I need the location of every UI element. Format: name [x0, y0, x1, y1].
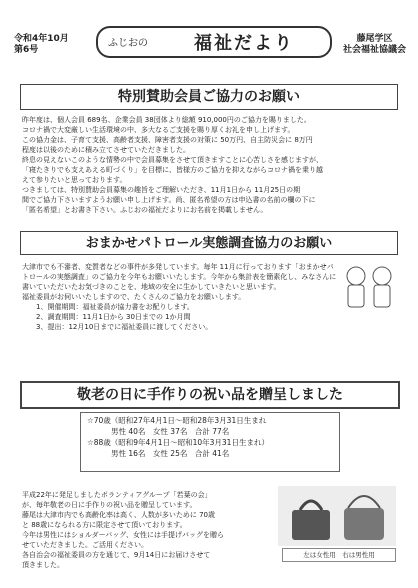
- list-item: 3、提出：12月10日までに福祉委員に渡してください。: [36, 323, 213, 331]
- recipient-count-box: [80, 412, 340, 472]
- paragraph-line: つきましては、特別賛助会員募集の趣旨をご理解いただき、11月1日から 11月25日の期: [22, 186, 301, 194]
- paragraph-line: 福祉委員がお伺いいたしますので、たくさんのご協力をお願いします。: [22, 293, 246, 301]
- paragraph-line: と 88歳になられる方に限定させて頂いております。: [22, 521, 187, 529]
- list-item: 1、開催期間：福祉委員が協力書をお配りします。: [36, 303, 194, 311]
- paragraph-line: 今年は男性にはショルダーバッグ、女性には手提げバッグを贈ら: [22, 531, 224, 539]
- section-heading-patrol: [20, 231, 398, 255]
- photo-caption: 左は女性用 右は男性用: [282, 548, 396, 562]
- age-group-70: ☆70歳（昭和27年4月1日～昭和28年3月31日生まれ: [87, 416, 267, 425]
- age-group-88: ☆88歳（昭和9年4月1日～昭和10年3月31日生まれ）: [87, 438, 269, 447]
- paragraph-line: が、毎年敬老の日に手作りの祝い品を贈呈しています。: [22, 501, 197, 509]
- age-group-70-count: 男性 40名 女性 37名 合計 77名: [111, 427, 230, 436]
- section-heading-special-member: [20, 84, 398, 110]
- paragraph-line: えて参りたいと思っております。: [22, 176, 127, 184]
- paragraph-line: 「寝たきりでも支えあえる町づくり」を目標に、皆様方のご協力を抑えながらコロナ禍を乗り越: [22, 166, 323, 174]
- section-heading-respect-aged: [20, 381, 400, 409]
- paragraph-line: 頂きました。: [22, 561, 64, 569]
- section-body-respect-aged: [22, 490, 272, 570]
- paragraph-line: 昨年度は、個人会員 689名、企業会員 38団体より総額 910,000円のご協力を賜りました。: [22, 116, 311, 124]
- newsletter-header: [10, 4, 410, 55]
- mascot-illustration: [338, 262, 398, 312]
- org-district: 藤尾学区: [356, 34, 393, 44]
- paragraph-line: 平成22年に発足しましたボランティアグループ「若葉の会」: [22, 491, 212, 499]
- org-council: 社会福祉協議会: [342, 45, 406, 55]
- paragraph-line: トロールの実態調査」のご協力を今年もお願いいたします。今年から集計表を簡素化し、みなさんに: [22, 273, 337, 281]
- section-heading-text: 敬老の日に手作りの祝い品を贈呈しました: [77, 387, 343, 403]
- title-banner: [96, 26, 332, 58]
- section-body-special-member: [22, 115, 400, 215]
- paragraph-line: この協力金は、子育て支援、高齢者支援、障害者支援の対策に 50万円、自主防災会に 8万円: [22, 136, 313, 144]
- newsletter-title: 福祉だより: [194, 33, 294, 54]
- banner-subtitle: ふじおの: [108, 38, 148, 49]
- list-item: 2、調査期間：11月1日から 30日までの 1か月間: [36, 313, 191, 321]
- paragraph-line: 終息の見えないこのような情勢の中で会員募集をさせて頂きますことに心苦しさを感じますが、: [22, 156, 323, 164]
- issue-number: 第6号: [14, 45, 39, 55]
- paragraph-line: 程度は以後のために積み立てさせていただきました。: [22, 146, 190, 154]
- paragraph-line: 各自治会の福祉委員の方を通じて、9月14日にお届けさせて: [22, 551, 211, 559]
- section-heading-text: おまかせパトロール実態調査協力のお願い: [85, 236, 333, 251]
- paragraph-line: せていただきました。ご活用ください。: [22, 541, 148, 549]
- publisher-org: [343, 34, 406, 56]
- issue-date: 令和4年10月: [14, 34, 69, 44]
- paragraph-line: 書いていただいたお気づきのことを、地域の安全に生かしていきたいと思います。: [22, 283, 281, 291]
- gift-bags-photo: [278, 486, 396, 546]
- issue-info: [14, 34, 69, 56]
- paragraph-line: 大津市でも不審者、変質者などの事件が多発しています。毎年 11月に行っております「おまかせパ: [22, 263, 334, 271]
- section-heading-text: 特別賛助会員ご協力のお願い: [118, 89, 300, 105]
- paragraph-line: コロナ禍で大変厳しい生活環境の中、多大なるご支援を賜り厚くお礼を申し上げます。: [22, 126, 295, 134]
- paragraph-line: 「匿名希望」とお書き下さい。ふじおの福祉だよりにお名前を掲載しません。: [22, 206, 268, 214]
- paragraph-line: 藤尾は大津市内でも高齢化率は高く、人数が多いために 70歳: [22, 511, 215, 519]
- paragraph-line: 間でご協力下さいますようお願い申し上げます。尚、匿名希望の方は申込書の名前の欄の下に: [22, 196, 316, 204]
- age-group-88-count: 男性 16名 女性 25名 合計 41名: [111, 449, 230, 458]
